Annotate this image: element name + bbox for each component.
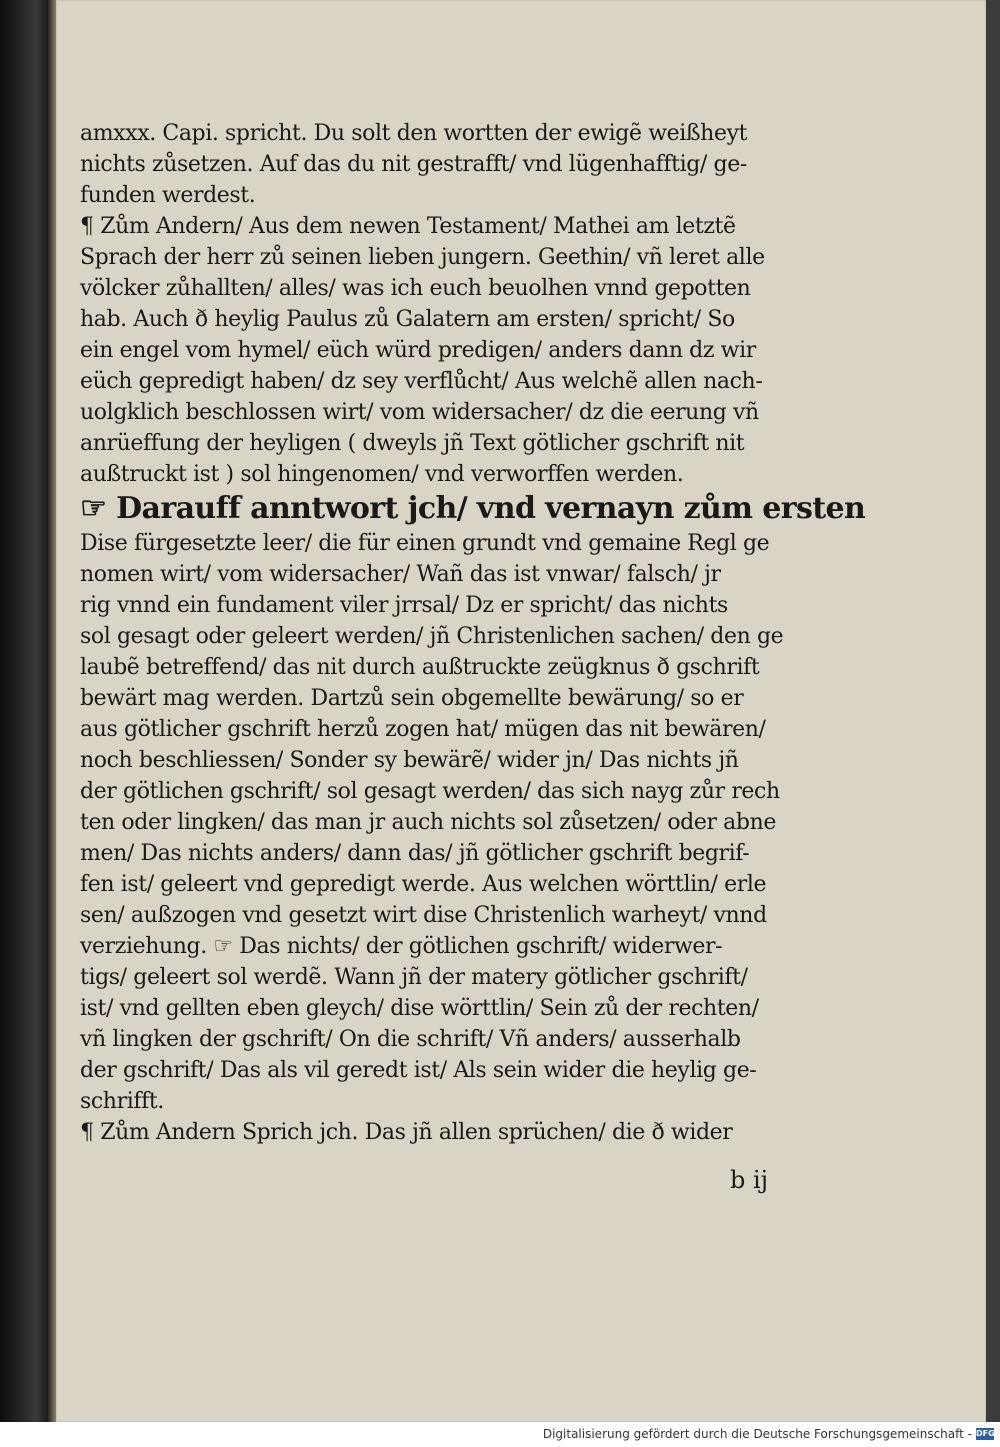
text-line: anrüeffung der heyligen ( dweyls jñ Text götlicher gschrift nit (80, 431, 745, 456)
text-line: außtruckt ist ) sol hingenomen/ vnd verworffen werden. (80, 462, 684, 487)
text-line: aus götlicher gschrift herzů zogen hat/ mügen das nit bewären/ (80, 717, 766, 742)
text-line: funden werdest. (80, 183, 256, 208)
book-binding (0, 0, 48, 1422)
text-line: bewärt mag werden. Dartzů sein obgemellte bewärung/ so er (80, 686, 744, 711)
text-line: fen ist/ geleert vnd gepredigt werde. Aus welchen wörttlin/ erle (80, 872, 767, 897)
text-line: ist/ vnd gellten eben gleych/ dise wörttlin/ Sein zů der rechten/ (80, 996, 759, 1021)
text-line: uolgklich beschlossen wirt/ vom widersacher/ dz die eerung vñ (80, 400, 759, 425)
text-line: ¶ Zům Andern Sprich jch. Das jñ allen sprüchen/ die ð wider (80, 1120, 733, 1145)
text-line: nichts zůsetzen. Auf das du nit gestrafft/ vnd lügenhafftig/ ge- (80, 152, 747, 177)
text-line: der götlichen gschrift/ sol gesagt werden/ das sich nayg zůr rech (80, 779, 780, 804)
dfg-logo: DFG (976, 1429, 995, 1438)
text-line: völcker zůhallten/ alles/ was ich euch beuolhen vnnd gepotten (80, 276, 751, 301)
text-line: sol gesagt oder geleert werden/ jñ Christenlichen sachen/ den ge (80, 624, 784, 649)
body-text (80, 118, 866, 1148)
text-line: noch beschliessen/ Sonder sy bewärẽ/ wider jn/ Das nichts jñ (80, 748, 739, 773)
text-line: rig vnnd ein fundament viler jrrsal/ Dz er spricht/ das nichts (80, 593, 728, 618)
text-line: men/ Das nichts anders/ dann das/ jñ götlicher gschrift begrif- (80, 841, 750, 866)
text-line: ten oder lingken/ das man jr auch nichts sol zůsetzen/ oder abne (80, 810, 776, 835)
text-line: nomen wirt/ vom widersacher/ Wañ das ist vnwar/ falsch/ jr (80, 562, 721, 587)
right-border (986, 0, 1000, 1422)
text-line: verziehung. ☞ Das nichts/ der götlichen gschrift/ widerwer- (80, 934, 723, 959)
text-line: sen/ außzogen vnd gesetzt wirt dise Christenlich warheyt/ vnnd (80, 903, 767, 928)
text-line: vñ lingken der gschrift/ On die schrift/ Vñ anders/ ausserhalb (80, 1027, 741, 1052)
digitization-credit: Digitalisierung gefördert durch die Deutsche Forschungsgemeinschaft - (542, 1427, 972, 1441)
text-line: der gschrift/ Das als vil geredt ist/ Als sein wider die heylig ge- (80, 1058, 757, 1083)
signature-mark: b ij (730, 1166, 769, 1194)
text-line: schrifft. (80, 1089, 164, 1114)
text-line: eüch gepredigt haben/ dz sey verflůcht/ Aus welchẽ allen nach- (80, 369, 763, 394)
text-line: Dise fürgesetzte leer/ die für einen grundt vnd gemaine Regl ge (80, 531, 770, 556)
text-line: ¶ Zům Andern/ Aus dem newen Testament/ Mathei am letztẽ (80, 214, 736, 239)
text-line: laubẽ betreffend/ das nit durch außtruckte zeügknus ð gschrift (80, 655, 760, 680)
text-line: hab. Auch ð heylig Paulus zů Galatern am ersten/ spricht/ So (80, 307, 735, 332)
page-gutter (48, 0, 56, 1422)
text-line: amxxx. Capi. spricht. Du solt den wortten der ewigẽ weißheyt (80, 121, 748, 146)
text-line: Sprach der herr zů seinen lieben jungern. Geethin/ vñ leret alle (80, 245, 765, 270)
text-line: ein engel vom hymel/ eüch würd predigen/ anders dann dz wir (80, 338, 756, 363)
text-line: tigs/ geleert sol werdẽ. Wann jñ der matery götlicher gschrift/ (80, 965, 748, 990)
section-heading: ☞ Darauff anntwort jch/ vnd vernayn zům ersten (80, 491, 866, 526)
